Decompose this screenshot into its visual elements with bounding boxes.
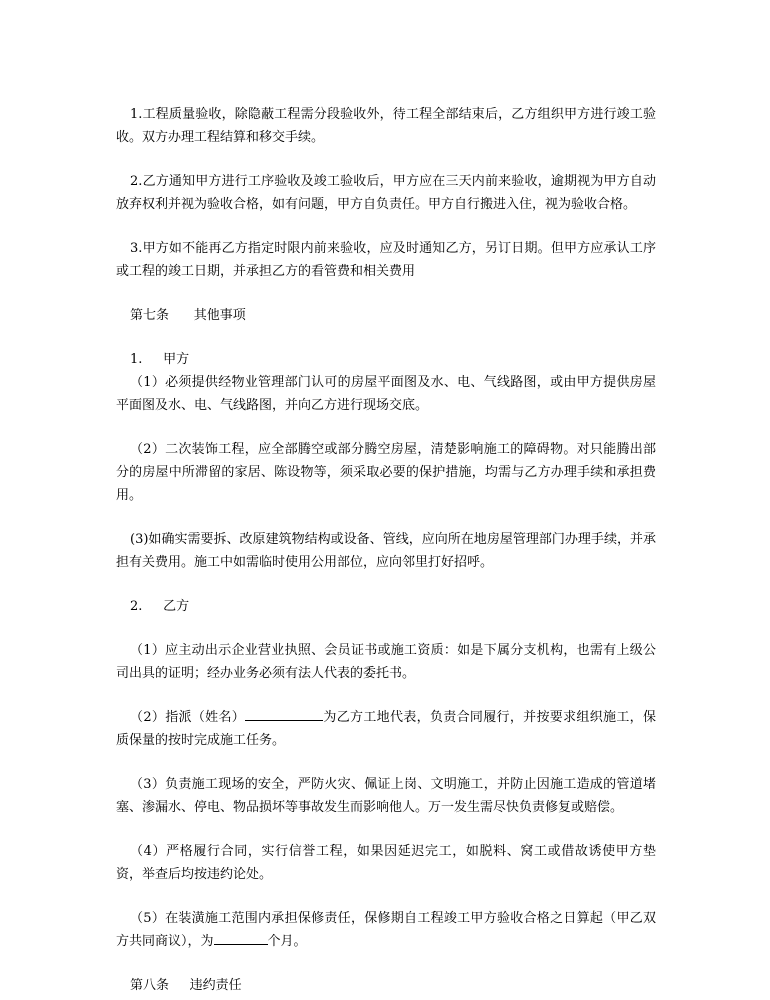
party-a-heading: 1. 甲方 bbox=[130, 352, 190, 367]
party-a-item-1: （1）必须提供经物业管理部门认可的房屋平面图及水、电、气线路图，或由甲方提供房屋平面图及水、电、气线路图，并向乙方进行现场交底。 bbox=[116, 375, 656, 413]
party-b-item-2-end: 为乙方工地代表，负责合同履行，并按要求组织施工，保质保量的按时完成施工任务。 bbox=[116, 710, 656, 748]
party-b-item-1: （1）应主动出示企业营业执照、会员证书或施工资质：如是下属分支机构，也需有上级公司出具的证明；经办业务必须有法人代表的委托书。 bbox=[116, 643, 656, 681]
party-b-item-5 bbox=[116, 907, 656, 953]
clause-acceptance-1: 1.工程质量验收，除隐蔽工程需分段验收外，待工程全部结束后，乙方组织甲方进行竣工验收。双方办理工程结算和移交手续。 bbox=[116, 107, 656, 145]
article-8-heading: 第八条 违约责任 bbox=[130, 978, 242, 993]
party-b-item-3: （3）负责施工现场的安全，严防火灾、佩证上岗、文明施工，并防止因施工造成的管道堵塞、渗漏水、停电、物品损坏等事故发生而影响他人。万一发生需尽快负责修复或赔偿。 bbox=[116, 777, 656, 815]
warranty-months-blank bbox=[214, 930, 268, 945]
clause-acceptance-3: 3.甲方如不能再乙方指定时限内前来验收，应及时通知乙方，另订日期。但甲方应承认工序或工程的竣工日期，并承担乙方的看管费和相关费用 bbox=[116, 241, 656, 279]
contract-page bbox=[116, 103, 656, 997]
party-b-item-2-start: （2）指派（姓名） bbox=[130, 710, 246, 725]
party-b-item-2 bbox=[116, 706, 656, 752]
party-a-item-2: （2）二次装饰工程，应全部腾空或部分腾空房屋，清楚影响施工的障碍物。对只能腾出部分的房屋中所滞留的家居、陈设物等，须采取必要的保护措施，均需与乙方办理手续和承担费用。 bbox=[116, 442, 656, 503]
clause-acceptance-2: 2.乙方通知甲方进行工序验收及竣工验收后，甲方应在三天内前来验收，逾期视为甲方自动放弃权利并视为验收合格，如有问题，甲方自负责任。甲方自行搬进入住，视为验收合格。 bbox=[116, 174, 656, 212]
party-b-item-4: （4）严格履行合同，实行信誉工程，如果因延迟完工，如脱料、窝工或借故诱使甲方垫资，举查后均按违约论处。 bbox=[116, 844, 656, 882]
article-7-heading: 第七条 其他事项 bbox=[130, 308, 246, 323]
party-b-heading: 2. 乙方 bbox=[130, 599, 190, 614]
party-b-item-5-end: 个月。 bbox=[267, 934, 307, 949]
party-a-item-3: (3)如确实需要拆、改原建筑物结构或设备、管线，应向所在地房屋管理部门办理手续，并承担有关费用。施工中如需临时使用公用部位，应向邻里打好招呼。 bbox=[116, 532, 656, 570]
representative-name-blank bbox=[245, 706, 323, 721]
party-b-item-5-start: （5）在装潢施工范围内承担保修责任，保修期自工程竣工甲方验收合格之日算起（甲乙双方共同商议），为 bbox=[116, 911, 656, 949]
